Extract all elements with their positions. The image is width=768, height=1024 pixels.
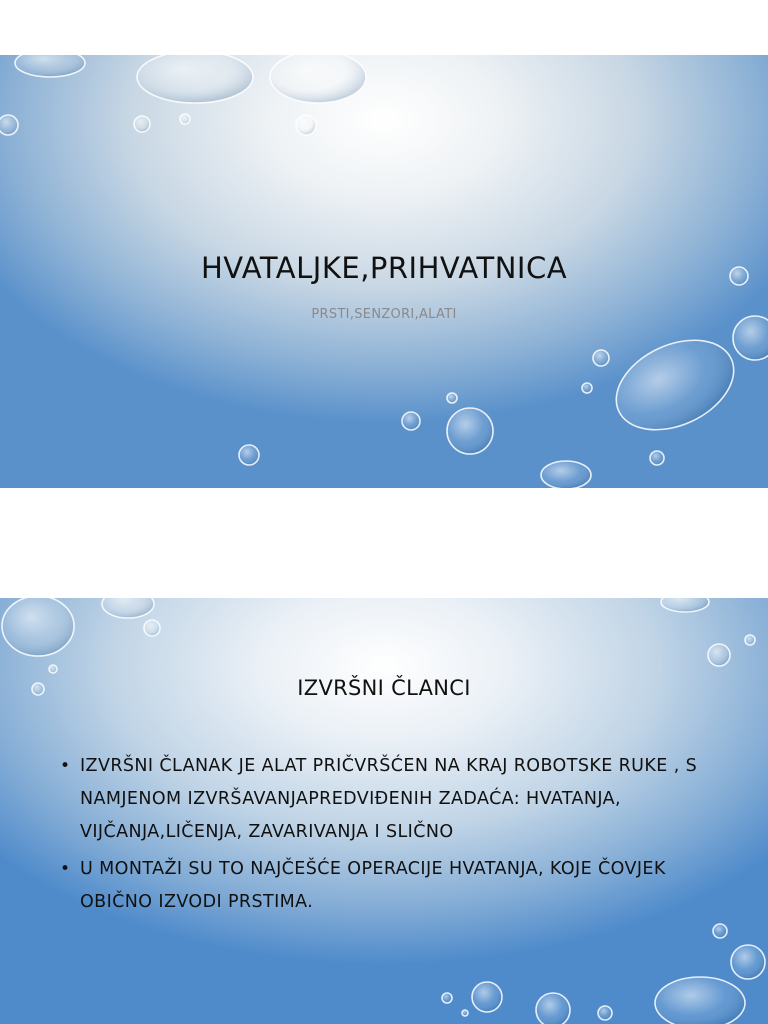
- bullet-icon: •: [60, 859, 71, 879]
- list-item: [58, 750, 698, 849]
- slide-title: IZVRŠNI ČLANCI: [297, 676, 471, 700]
- bullet-list: [58, 750, 698, 923]
- bullet-text: IZVRŠNI ČLANAK JE ALAT PRIČVRŠĆEN NA KRAJ ROBOTSKE RUKE , S NAMJENOM IZVRŠAVANJAPREDVIĐENIH ZADAĆA: HVATANJA, VIJČANJA,LIČENJA, ZAVARIVANJA I SLIČNO: [80, 756, 698, 842]
- title-slide: [0, 55, 768, 488]
- content-slide: [0, 598, 768, 1024]
- bullet-text: U MONTAŽI SU TO NAJČEŠĆE OPERACIJE HVATANJA, KOJE ČOVJEK OBIČNO IZVODI PRSTIMA.: [80, 859, 666, 912]
- slide-subtitle: PRSTI,SENZORI,ALATI: [311, 307, 457, 322]
- list-item: [58, 853, 698, 919]
- slide-title: HVATALJKE,PRIHVATNICA: [200, 251, 568, 285]
- bullet-icon: •: [60, 756, 71, 776]
